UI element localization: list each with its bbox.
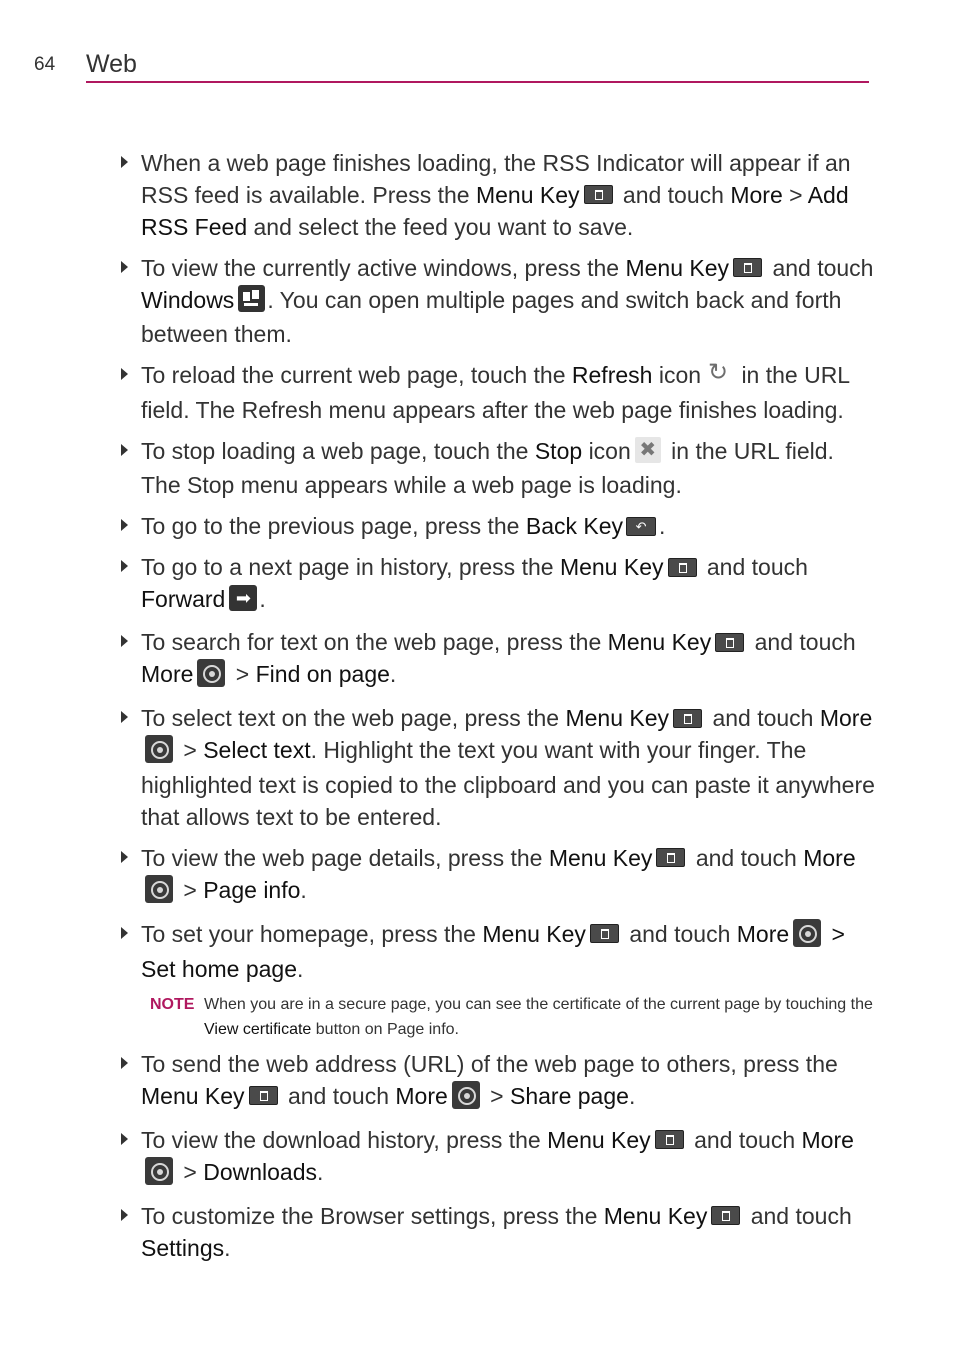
bullet-arrow-icon bbox=[121, 156, 128, 168]
bullet-forward bbox=[116, 551, 876, 617]
refresh-label: Refresh bbox=[571, 362, 653, 389]
menu-key-icon bbox=[673, 709, 702, 728]
menu-key-icon bbox=[733, 258, 762, 277]
bullet-text: To go to a next page in history, press the bbox=[141, 554, 554, 581]
bullet-text: . You can open multiple pages and switch back and forth between them. bbox=[141, 287, 842, 348]
bullet-text: To customize the Browser settings, press the bbox=[141, 1202, 598, 1229]
bullet-text: When a web page finishes loading, the RSS Indicator will appear if an RSS feed is available. Press the bbox=[141, 150, 851, 208]
separator: > bbox=[235, 661, 250, 688]
bullet-text: and touch bbox=[706, 554, 808, 581]
page-info-label: Page info bbox=[203, 877, 301, 904]
menu-key-icon bbox=[715, 633, 744, 652]
bullet-text: and select the feed you want to save. bbox=[253, 214, 634, 240]
bullet-text: To view the download history, press the bbox=[141, 1126, 541, 1153]
separator: > bbox=[183, 877, 197, 904]
downloads-label: Downloads bbox=[203, 1158, 318, 1185]
bullet-text: and touch bbox=[629, 920, 731, 947]
menu-key-icon bbox=[655, 1130, 684, 1149]
punctuation: . bbox=[259, 586, 266, 613]
back-key-icon: ↶ bbox=[626, 517, 656, 536]
punctuation: . bbox=[300, 877, 307, 904]
select-text-label: Select text bbox=[203, 737, 311, 764]
bullet-find-on-page bbox=[116, 626, 876, 693]
share-page-label: Share page bbox=[510, 1082, 629, 1109]
windows-icon bbox=[238, 285, 265, 312]
bullet-arrow-icon bbox=[121, 1133, 128, 1145]
refresh-icon: ↻ bbox=[707, 359, 729, 387]
bullet-text: and touch bbox=[712, 705, 814, 732]
menu-key-label: Menu Key bbox=[565, 705, 670, 732]
find-on-page-label: Find on page bbox=[255, 661, 390, 688]
menu-key-icon bbox=[668, 558, 697, 577]
bullet-select-text bbox=[116, 702, 876, 833]
menu-key-icon bbox=[656, 848, 685, 867]
bullet-text: icon bbox=[588, 438, 631, 465]
menu-key-label: Menu Key bbox=[559, 554, 664, 581]
stop-label: Stop bbox=[534, 438, 583, 465]
more-label: More bbox=[736, 920, 790, 947]
stop-icon: ✖ bbox=[635, 437, 661, 463]
content-body bbox=[116, 147, 876, 1273]
more-icon bbox=[145, 875, 173, 903]
back-key-label: Back Key bbox=[525, 513, 624, 540]
note-text: When you are in a secure page, you can see the certificate of the current page by touching the bbox=[204, 995, 873, 1013]
more-icon bbox=[452, 1081, 480, 1109]
punctuation: . bbox=[317, 1158, 324, 1185]
separator: > bbox=[789, 182, 803, 208]
bullet-arrow-icon bbox=[121, 711, 128, 723]
bullet-windows bbox=[116, 252, 876, 350]
punctuation: . bbox=[659, 513, 666, 540]
bullet-set-home-page bbox=[116, 918, 876, 985]
more-icon bbox=[793, 919, 821, 947]
bullet-text: To search for text on the web page, press the bbox=[141, 629, 602, 656]
bullet-arrow-icon bbox=[121, 1209, 128, 1221]
bullet-text: in the URL field. The Stop menu appears while a web page is loading. bbox=[141, 438, 834, 499]
bullet-text: touch bbox=[799, 629, 856, 656]
more-label: More bbox=[730, 182, 783, 208]
bullet-arrow-icon bbox=[121, 444, 128, 456]
bullet-arrow-icon bbox=[121, 1057, 128, 1069]
bullet-text: To select text on the web page, press the bbox=[141, 705, 560, 732]
bullet-arrow-icon bbox=[121, 368, 128, 380]
bullet-arrow-icon bbox=[121, 519, 128, 531]
bullet-text: in the URL field. The Refresh menu appears after the web page finishes loading. bbox=[141, 362, 850, 424]
note-text: button on Page info. bbox=[315, 1020, 459, 1038]
punctuation: . bbox=[389, 661, 397, 688]
menu-key-icon bbox=[711, 1206, 740, 1225]
add-rss-feed-label: Add RSS Feed bbox=[141, 182, 849, 240]
more-label: More bbox=[395, 1082, 448, 1109]
bullet-downloads bbox=[116, 1124, 876, 1191]
bullet-text: To view the web page details, press the bbox=[141, 845, 543, 872]
bullet-text: and bbox=[754, 629, 793, 656]
bullet-settings bbox=[116, 1200, 876, 1264]
more-label: More bbox=[803, 845, 856, 872]
bullet-text: To go to the previous page, press the bbox=[141, 513, 520, 540]
menu-key-label: Menu Key bbox=[482, 920, 586, 947]
bullet-text: and touch bbox=[750, 1202, 852, 1229]
bullet-stop bbox=[116, 435, 876, 501]
page-number: 64 bbox=[34, 54, 56, 75]
forward-arrow-icon: ➡ bbox=[229, 585, 257, 611]
menu-key-label: Menu Key bbox=[548, 845, 653, 872]
bullet-rss-feed bbox=[116, 147, 876, 243]
menu-key-label: Menu Key bbox=[603, 1202, 708, 1229]
forward-label: Forward bbox=[141, 586, 226, 613]
separator: > bbox=[831, 920, 845, 947]
set-home-page-label: Set home page bbox=[141, 955, 298, 982]
more-label: More bbox=[819, 705, 873, 732]
bullet-text: To reload the current web page, touch the bbox=[141, 362, 566, 389]
menu-key-icon bbox=[249, 1086, 278, 1105]
more-label: More bbox=[141, 661, 194, 688]
more-icon bbox=[145, 1157, 173, 1185]
bullet-arrow-icon bbox=[121, 635, 128, 647]
punctuation: . bbox=[628, 1082, 636, 1109]
menu-key-icon bbox=[590, 924, 619, 943]
separator: > bbox=[490, 1082, 504, 1109]
menu-key-label: Menu Key bbox=[141, 1082, 245, 1109]
more-icon bbox=[197, 659, 225, 687]
bullet-text: and touch bbox=[287, 1082, 389, 1109]
bullet-text: and touch bbox=[695, 845, 797, 872]
bullet-arrow-icon bbox=[121, 927, 128, 939]
bullet-share-page bbox=[116, 1048, 876, 1115]
bullet-text: . Highlight the text you want with your finger. The highlighted text is copied to the clipboard and you can paste it anywhere that allows text to be entered. bbox=[141, 737, 875, 831]
bullet-text: To stop loading a web page, touch the bbox=[141, 438, 529, 465]
bullet-text: To send the web address (URL) of the web page to others, press the bbox=[141, 1050, 838, 1077]
bullet-text: To view the currently active windows, press the bbox=[141, 255, 620, 281]
separator: > bbox=[183, 737, 197, 764]
menu-key-label: Menu Key bbox=[607, 629, 712, 656]
bullet-arrow-icon bbox=[121, 560, 128, 572]
punctuation: . bbox=[224, 1234, 231, 1261]
bullet-text: icon bbox=[658, 362, 702, 389]
menu-key-label: Menu Key bbox=[547, 1126, 651, 1153]
punctuation: . bbox=[297, 955, 304, 982]
bullet-text: touch bbox=[817, 255, 874, 281]
note-label: NOTE bbox=[150, 995, 195, 1013]
section-title: Web bbox=[86, 50, 137, 78]
menu-key-icon bbox=[584, 185, 613, 204]
more-label: More bbox=[801, 1126, 854, 1153]
more-icon bbox=[145, 735, 173, 763]
bullet-arrow-icon bbox=[121, 261, 128, 273]
bullet-arrow-icon bbox=[121, 851, 128, 863]
menu-key-label: Menu Key bbox=[475, 182, 580, 208]
note-block bbox=[116, 992, 876, 1042]
separator: > bbox=[183, 1158, 197, 1185]
page-header bbox=[0, 0, 954, 90]
settings-label: Settings bbox=[141, 1234, 225, 1261]
bullet-text: and touch bbox=[694, 1126, 796, 1153]
header-divider bbox=[86, 81, 869, 83]
menu-key-label: Menu Key bbox=[625, 255, 730, 281]
bullet-text: and touch bbox=[622, 182, 724, 208]
bullet-text: To set your homepage, press the bbox=[141, 920, 476, 947]
bullet-back bbox=[116, 510, 876, 542]
bullet-text: and bbox=[772, 255, 811, 281]
view-certificate-label: View certificate bbox=[204, 1020, 312, 1038]
bullet-refresh bbox=[116, 359, 876, 426]
windows-label: Windows bbox=[141, 287, 235, 313]
bullet-page-info bbox=[116, 842, 876, 909]
